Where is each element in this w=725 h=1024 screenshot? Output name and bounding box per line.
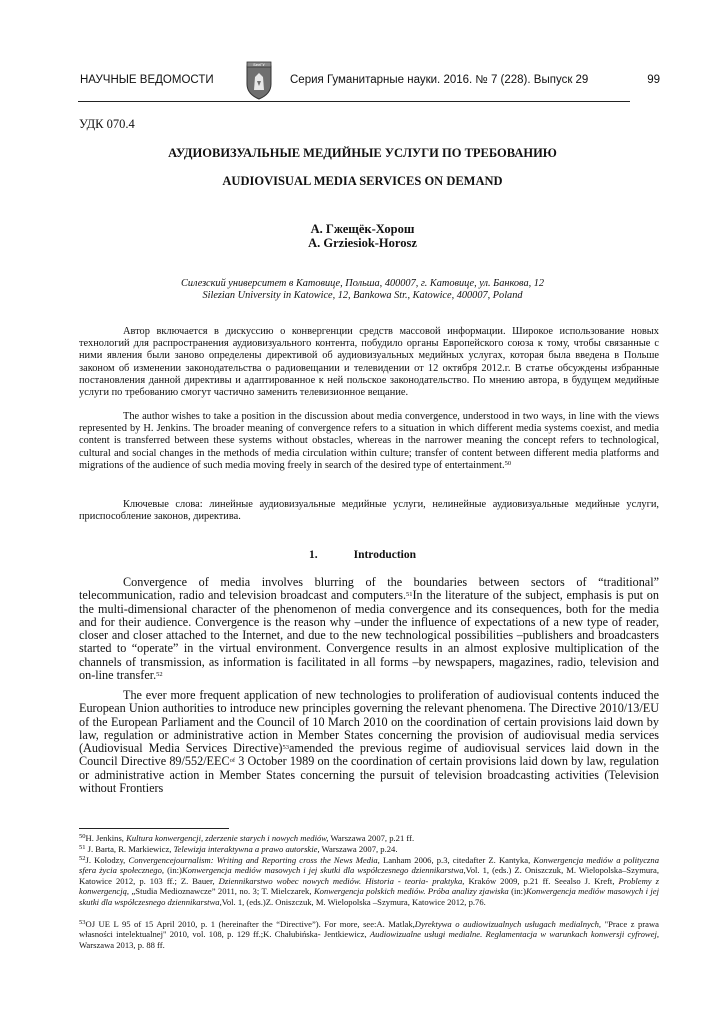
author-name-en: A. Grziesiok-Horosz [308,236,417,250]
keywords: Ключевые слова: линейные аудиовизуальные медийные услуги, нелинейные аудиовизуальные медийные услуги, приспособление законов, директива. [79,499,659,523]
journal-name: НАУЧНЫЕ ВЕДОМОСТИ [80,74,214,86]
footnote-53: $^{53}$OJ UE L 95 of 15 April 2010, p. 1 (hereinafter the “Directive”). For more, see:A. Matlak,Dyrektywa o audiowizualnych usługach medialnych, "Prace z prawa własności intelektualnej" 2010, vol. 108, p. 129 ff.;K. Chałubińska- Jentkiewicz, Audiowizualne usługi medialne. Reglamentacja w warunkach konwersji cyfrowej, Warszawa 2013, p. 88 ff. [79,919,659,950]
university-crest-icon [245,60,273,100]
affiliation-en: Silezian University in Katowice, 12, Bankowa Str., Katowice, 400007, Poland [202,290,523,301]
footnote-ref[interactable]: 53 [282,744,289,752]
footnote-ref[interactable]: 51 [406,591,413,599]
footnote-ref[interactable]: of [229,757,235,765]
footnote-51: $^{51}$ J. Barta, R. Markiewicz, Telewizja interaktywna a prawo autorskie, Warszawa 2007, p.24. [79,844,398,854]
section-title: Introduction [353,549,417,561]
header-rule [78,101,630,102]
footnote-50: $^{50}$H. Jenkins, Kultura konwergencji, zderzenie starych i nowych mediów, Warszawa 2007, p.21 ff. [79,833,415,843]
article-title-ru: АУДИОВИЗУАЛЬНЫЕ МЕДИЙНЫЕ УСЛУГИ ПО ТРЕБОВАНИЮ [168,146,557,160]
page-number: 99 [647,74,660,86]
author-name-ru: А. Гжещёк-Хорош [310,222,415,236]
svg-text:БелГУ: БелГУ [253,63,265,67]
abstract-en: The author wishes to take a position in the discussion about media convergence, understood in two ways, in line with the views represented by H. Jenkins. The broader meaning of convergence refers to a situation in which different media systems coexist, and media content is transferred between these systems without obstacles, whereas in the narrower meaning the concept refers to technological, cultural and social changes in the methods of media circulation within culture; transfer of content between different media platforms and migrations of the audience of such media moving freely in search of the desired type of entertainment.$^{50}$ [79,411,659,471]
section-number: 1. [308,549,318,561]
affiliation-ru: Силезский университет в Катовице, Польша, 400007, г. Катовице, ул. Банкова, 12 [180,278,545,289]
section-heading [0,549,725,561]
footnote-rule [79,828,229,829]
series-info: Серия Гуманитарные науки. 2016. № 7 (228). Выпуск 29 [290,74,589,86]
running-header [80,63,660,108]
article-title-en: AUDIOVISUAL MEDIA SERVICES ON DEMAND [222,174,503,188]
abstract-ru: Автор включается в дискуссию о конвергенции средств массовой информации. Широкое использование новых технологий для распространения аудиовизуального контента, побудило органы Европейского союза к тому, чтобы связанные с ними явления были заново определены директивой об аудиовизуальных медийных услугах, которая была введена в Польше законом об изменении законодательства о радиовещании и телевидении от 12 октября 2012.г. В статье обсуждены избранные постановления данной директивы и адаптированное к ней польское законодательство. По мнению автора, в будущем медийные услуги по требованию смогут частично заменить телевизионное вещание. [79,326,659,399]
footnote-52: $^{52}$J. Kolodzy, Convergencejournalism: Writing and Reporting cross the News Media, Lanham 2006, p.3, citedafter Z. Kantyka, Konwergencja mediów a polityczna sfera życia społecznego, (in:)Konwergencja mediów masowych i jej skutki dla współczesnego dziennikarstwa,Vol. 1, (eds.) Z. Oniszczuk, M. Wielopolska–Szymura, Katowice 2012, p. 103 ff.; Z. Bauer, Dziennikarstwo wobec nowych mediów. Historia - teoria- praktyka, Kraków 2009, p.21 ff. Seealso J. Kreft, Problemy z konwergencją, „Studia Medioznawcze” 2011, no. 3; T. Mielczarek, Konwergencja polskich mediów. Próba analizy zjawiska (in:)Konwergencja mediów masowych i jej skutki dla współczesnego dziennikarstwa,Vol. 1, (eds.)Z. Oniszczuk, M. Wielopolska –Szymura, Katowice 2012, p.76. [79,855,660,907]
paragraph-1: Convergence of media involves blurring of the boundaries between sectors of “traditional” telecommunication, radio and television broadcast and computers.$^{51}$In the literature of the subject, emphasis is put on the multi-dimensional character of the phenomenon of media convergence and its consequences, both for the media and for their audience. Convergence is the reason why –under the influence of expectations of a new type of reader, closer and closer attached to the Internet, and due to the new technological possibilities –publishers and broadcasters started to “operate” in the virtual environment. Convergence results in an almost explosive multiplication of the channels of transmission, as information is facilitated in all forms –by newspapers, magazines, radio, television and on-line transfer.$^{52}$ [79,575,659,683]
footnote-ref[interactable]: 52 [156,671,163,679]
udc-code: УДК 070.4 [79,117,135,131]
paragraph-2: The ever more frequent application of new technologies to proliferation of audiovisual contents induced the European Union authorities to introduce new principles governing the relevant phenomena. The Directive 2010/13/EU of the European Parliament and the Council of 10 March 2010 on the coordination of certain provisions laid down by law, regulation or administrative action in Member States concerning the provision of audiovisual media services (Audiovisual Media Services Directive)$^{53}$amended the previous regime of audiovisual services laid down in the Council Directive $89/552/EEC^{of}$ 3 October 1989 on the coordination of certain provisions laid down by law, regulation or administrative action in Member States concerning the pursuit of television broadcasting activities (Television without Frontiers [79,688,659,796]
